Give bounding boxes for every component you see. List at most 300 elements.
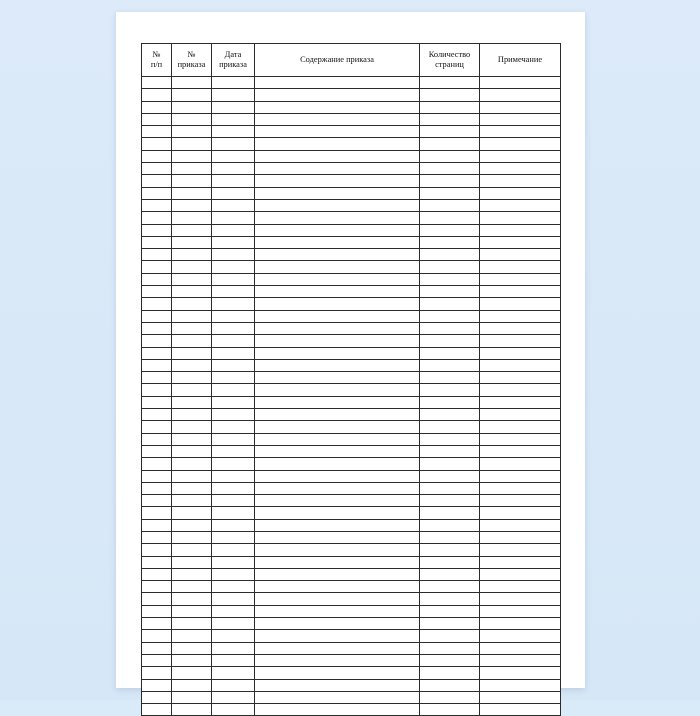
cell-pages[interactable] — [420, 495, 480, 507]
table-row[interactable] — [142, 556, 561, 568]
table-row[interactable] — [142, 433, 561, 445]
cell-order[interactable] — [172, 126, 212, 138]
cell-pages[interactable] — [420, 322, 480, 334]
cell-content[interactable] — [255, 531, 420, 543]
table-row[interactable] — [142, 101, 561, 113]
cell-pages[interactable] — [420, 347, 480, 359]
cell-num[interactable] — [142, 642, 172, 654]
cell-pages[interactable] — [420, 691, 480, 703]
cell-date[interactable] — [212, 101, 255, 113]
cell-content[interactable] — [255, 163, 420, 175]
table-row[interactable] — [142, 445, 561, 457]
cell-content[interactable] — [255, 445, 420, 457]
cell-note[interactable] — [480, 261, 561, 273]
cell-pages[interactable] — [420, 310, 480, 322]
cell-date[interactable] — [212, 113, 255, 125]
cell-date[interactable] — [212, 654, 255, 666]
cell-content[interactable] — [255, 212, 420, 224]
cell-date[interactable] — [212, 236, 255, 248]
cell-date[interactable] — [212, 347, 255, 359]
cell-pages[interactable] — [420, 618, 480, 630]
cell-date[interactable] — [212, 273, 255, 285]
table-row[interactable] — [142, 421, 561, 433]
cell-date[interactable] — [212, 605, 255, 617]
cell-num[interactable] — [142, 704, 172, 716]
cell-pages[interactable] — [420, 126, 480, 138]
cell-content[interactable] — [255, 482, 420, 494]
cell-num[interactable] — [142, 224, 172, 236]
cell-content[interactable] — [255, 286, 420, 298]
cell-order[interactable] — [172, 409, 212, 421]
cell-num[interactable] — [142, 113, 172, 125]
cell-note[interactable] — [480, 310, 561, 322]
cell-content[interactable] — [255, 89, 420, 101]
cell-order[interactable] — [172, 150, 212, 162]
cell-pages[interactable] — [420, 458, 480, 470]
cell-pages[interactable] — [420, 630, 480, 642]
cell-num[interactable] — [142, 138, 172, 150]
table-row[interactable] — [142, 322, 561, 334]
cell-date[interactable] — [212, 175, 255, 187]
cell-content[interactable] — [255, 630, 420, 642]
cell-pages[interactable] — [420, 507, 480, 519]
cell-order[interactable] — [172, 236, 212, 248]
cell-note[interactable] — [480, 618, 561, 630]
cell-num[interactable] — [142, 544, 172, 556]
cell-pages[interactable] — [420, 470, 480, 482]
cell-order[interactable] — [172, 372, 212, 384]
cell-note[interactable] — [480, 630, 561, 642]
cell-content[interactable] — [255, 347, 420, 359]
table-row[interactable] — [142, 667, 561, 679]
cell-content[interactable] — [255, 556, 420, 568]
cell-note[interactable] — [480, 236, 561, 248]
cell-content[interactable] — [255, 322, 420, 334]
cell-date[interactable] — [212, 224, 255, 236]
cell-order[interactable] — [172, 519, 212, 531]
cell-num[interactable] — [142, 310, 172, 322]
cell-num[interactable] — [142, 261, 172, 273]
cell-content[interactable] — [255, 138, 420, 150]
cell-content[interactable] — [255, 396, 420, 408]
table-row[interactable] — [142, 605, 561, 617]
cell-note[interactable] — [480, 298, 561, 310]
cell-order[interactable] — [172, 298, 212, 310]
cell-date[interactable] — [212, 433, 255, 445]
cell-date[interactable] — [212, 445, 255, 457]
table-row[interactable] — [142, 199, 561, 211]
table-row[interactable] — [142, 347, 561, 359]
cell-note[interactable] — [480, 704, 561, 716]
cell-order[interactable] — [172, 679, 212, 691]
cell-note[interactable] — [480, 642, 561, 654]
cell-content[interactable] — [255, 458, 420, 470]
table-row[interactable] — [142, 519, 561, 531]
cell-date[interactable] — [212, 261, 255, 273]
cell-order[interactable] — [172, 618, 212, 630]
cell-num[interactable] — [142, 126, 172, 138]
table-row[interactable] — [142, 384, 561, 396]
cell-order[interactable] — [172, 495, 212, 507]
cell-date[interactable] — [212, 199, 255, 211]
cell-note[interactable] — [480, 605, 561, 617]
cell-pages[interactable] — [420, 679, 480, 691]
cell-pages[interactable] — [420, 187, 480, 199]
cell-content[interactable] — [255, 335, 420, 347]
cell-num[interactable] — [142, 458, 172, 470]
table-row[interactable] — [142, 470, 561, 482]
cell-pages[interactable] — [420, 359, 480, 371]
table-row[interactable] — [142, 150, 561, 162]
cell-order[interactable] — [172, 384, 212, 396]
cell-order[interactable] — [172, 396, 212, 408]
cell-pages[interactable] — [420, 273, 480, 285]
cell-date[interactable] — [212, 556, 255, 568]
cell-date[interactable] — [212, 618, 255, 630]
table-row[interactable] — [142, 249, 561, 261]
table-row[interactable] — [142, 409, 561, 421]
cell-content[interactable] — [255, 421, 420, 433]
cell-content[interactable] — [255, 544, 420, 556]
cell-order[interactable] — [172, 273, 212, 285]
table-row[interactable] — [142, 261, 561, 273]
cell-num[interactable] — [142, 667, 172, 679]
cell-date[interactable] — [212, 630, 255, 642]
cell-note[interactable] — [480, 273, 561, 285]
cell-content[interactable] — [255, 113, 420, 125]
cell-note[interactable] — [480, 199, 561, 211]
cell-date[interactable] — [212, 679, 255, 691]
cell-order[interactable] — [172, 175, 212, 187]
cell-pages[interactable] — [420, 249, 480, 261]
cell-date[interactable] — [212, 286, 255, 298]
cell-order[interactable] — [172, 77, 212, 89]
table-row[interactable] — [142, 618, 561, 630]
cell-pages[interactable] — [420, 384, 480, 396]
cell-pages[interactable] — [420, 445, 480, 457]
cell-date[interactable] — [212, 150, 255, 162]
cell-date[interactable] — [212, 310, 255, 322]
cell-date[interactable] — [212, 77, 255, 89]
cell-note[interactable] — [480, 433, 561, 445]
cell-date[interactable] — [212, 470, 255, 482]
cell-num[interactable] — [142, 286, 172, 298]
cell-content[interactable] — [255, 126, 420, 138]
cell-content[interactable] — [255, 691, 420, 703]
cell-order[interactable] — [172, 113, 212, 125]
cell-date[interactable] — [212, 396, 255, 408]
cell-num[interactable] — [142, 445, 172, 457]
cell-content[interactable] — [255, 618, 420, 630]
cell-content[interactable] — [255, 568, 420, 580]
cell-num[interactable] — [142, 335, 172, 347]
cell-content[interactable] — [255, 642, 420, 654]
table-row[interactable] — [142, 298, 561, 310]
cell-num[interactable] — [142, 679, 172, 691]
cell-num[interactable] — [142, 691, 172, 703]
table-row[interactable] — [142, 77, 561, 89]
table-row[interactable] — [142, 704, 561, 716]
cell-num[interactable] — [142, 605, 172, 617]
cell-pages[interactable] — [420, 654, 480, 666]
cell-order[interactable] — [172, 691, 212, 703]
cell-note[interactable] — [480, 372, 561, 384]
cell-num[interactable] — [142, 495, 172, 507]
cell-note[interactable] — [480, 470, 561, 482]
cell-content[interactable] — [255, 359, 420, 371]
cell-pages[interactable] — [420, 642, 480, 654]
cell-pages[interactable] — [420, 605, 480, 617]
cell-order[interactable] — [172, 544, 212, 556]
table-row[interactable] — [142, 495, 561, 507]
cell-content[interactable] — [255, 470, 420, 482]
cell-num[interactable] — [142, 384, 172, 396]
table-row[interactable] — [142, 568, 561, 580]
cell-num[interactable] — [142, 433, 172, 445]
table-row[interactable] — [142, 286, 561, 298]
cell-num[interactable] — [142, 236, 172, 248]
cell-pages[interactable] — [420, 409, 480, 421]
cell-content[interactable] — [255, 298, 420, 310]
table-row[interactable] — [142, 89, 561, 101]
cell-date[interactable] — [212, 691, 255, 703]
cell-num[interactable] — [142, 199, 172, 211]
table-row[interactable] — [142, 113, 561, 125]
cell-content[interactable] — [255, 249, 420, 261]
cell-content[interactable] — [255, 507, 420, 519]
cell-content[interactable] — [255, 433, 420, 445]
cell-date[interactable] — [212, 421, 255, 433]
cell-date[interactable] — [212, 507, 255, 519]
cell-note[interactable] — [480, 691, 561, 703]
table-row[interactable] — [142, 507, 561, 519]
table-row[interactable] — [142, 679, 561, 691]
cell-pages[interactable] — [420, 421, 480, 433]
table-row[interactable] — [142, 126, 561, 138]
cell-note[interactable] — [480, 384, 561, 396]
table-row[interactable] — [142, 581, 561, 593]
cell-note[interactable] — [480, 507, 561, 519]
cell-date[interactable] — [212, 458, 255, 470]
cell-pages[interactable] — [420, 568, 480, 580]
cell-note[interactable] — [480, 359, 561, 371]
cell-content[interactable] — [255, 519, 420, 531]
cell-note[interactable] — [480, 531, 561, 543]
cell-pages[interactable] — [420, 138, 480, 150]
table-row[interactable] — [142, 531, 561, 543]
cell-pages[interactable] — [420, 372, 480, 384]
cell-order[interactable] — [172, 359, 212, 371]
cell-date[interactable] — [212, 519, 255, 531]
cell-num[interactable] — [142, 630, 172, 642]
cell-order[interactable] — [172, 482, 212, 494]
cell-note[interactable] — [480, 163, 561, 175]
cell-pages[interactable] — [420, 286, 480, 298]
cell-date[interactable] — [212, 704, 255, 716]
cell-order[interactable] — [172, 89, 212, 101]
cell-note[interactable] — [480, 175, 561, 187]
table-row[interactable] — [142, 630, 561, 642]
cell-date[interactable] — [212, 642, 255, 654]
cell-date[interactable] — [212, 298, 255, 310]
cell-date[interactable] — [212, 384, 255, 396]
cell-note[interactable] — [480, 458, 561, 470]
cell-order[interactable] — [172, 470, 212, 482]
table-row[interactable] — [142, 236, 561, 248]
table-row[interactable] — [142, 310, 561, 322]
cell-note[interactable] — [480, 224, 561, 236]
cell-num[interactable] — [142, 175, 172, 187]
cell-content[interactable] — [255, 261, 420, 273]
cell-order[interactable] — [172, 667, 212, 679]
cell-date[interactable] — [212, 593, 255, 605]
cell-num[interactable] — [142, 372, 172, 384]
cell-content[interactable] — [255, 273, 420, 285]
cell-pages[interactable] — [420, 113, 480, 125]
cell-date[interactable] — [212, 212, 255, 224]
cell-order[interactable] — [172, 581, 212, 593]
cell-num[interactable] — [142, 101, 172, 113]
cell-num[interactable] — [142, 273, 172, 285]
cell-note[interactable] — [480, 347, 561, 359]
cell-content[interactable] — [255, 409, 420, 421]
cell-note[interactable] — [480, 101, 561, 113]
cell-num[interactable] — [142, 409, 172, 421]
cell-note[interactable] — [480, 519, 561, 531]
cell-order[interactable] — [172, 347, 212, 359]
cell-order[interactable] — [172, 249, 212, 261]
cell-pages[interactable] — [420, 261, 480, 273]
cell-note[interactable] — [480, 77, 561, 89]
cell-num[interactable] — [142, 482, 172, 494]
cell-pages[interactable] — [420, 163, 480, 175]
cell-note[interactable] — [480, 654, 561, 666]
cell-order[interactable] — [172, 458, 212, 470]
cell-pages[interactable] — [420, 298, 480, 310]
cell-pages[interactable] — [420, 556, 480, 568]
cell-num[interactable] — [142, 163, 172, 175]
cell-order[interactable] — [172, 101, 212, 113]
table-row[interactable] — [142, 482, 561, 494]
cell-note[interactable] — [480, 396, 561, 408]
cell-note[interactable] — [480, 544, 561, 556]
cell-order[interactable] — [172, 421, 212, 433]
cell-pages[interactable] — [420, 199, 480, 211]
cell-content[interactable] — [255, 679, 420, 691]
cell-date[interactable] — [212, 372, 255, 384]
cell-content[interactable] — [255, 101, 420, 113]
cell-order[interactable] — [172, 704, 212, 716]
cell-num[interactable] — [142, 568, 172, 580]
cell-order[interactable] — [172, 335, 212, 347]
table-row[interactable] — [142, 138, 561, 150]
cell-pages[interactable] — [420, 544, 480, 556]
cell-note[interactable] — [480, 482, 561, 494]
cell-order[interactable] — [172, 433, 212, 445]
cell-note[interactable] — [480, 89, 561, 101]
cell-pages[interactable] — [420, 519, 480, 531]
cell-note[interactable] — [480, 409, 561, 421]
cell-content[interactable] — [255, 224, 420, 236]
cell-num[interactable] — [142, 187, 172, 199]
cell-content[interactable] — [255, 199, 420, 211]
cell-order[interactable] — [172, 605, 212, 617]
cell-note[interactable] — [480, 113, 561, 125]
cell-pages[interactable] — [420, 175, 480, 187]
cell-date[interactable] — [212, 544, 255, 556]
cell-pages[interactable] — [420, 581, 480, 593]
cell-pages[interactable] — [420, 433, 480, 445]
cell-pages[interactable] — [420, 531, 480, 543]
cell-order[interactable] — [172, 163, 212, 175]
cell-date[interactable] — [212, 322, 255, 334]
cell-order[interactable] — [172, 187, 212, 199]
table-row[interactable] — [142, 593, 561, 605]
cell-date[interactable] — [212, 568, 255, 580]
cell-content[interactable] — [255, 495, 420, 507]
cell-num[interactable] — [142, 77, 172, 89]
cell-content[interactable] — [255, 605, 420, 617]
cell-pages[interactable] — [420, 396, 480, 408]
cell-num[interactable] — [142, 212, 172, 224]
table-row[interactable] — [142, 396, 561, 408]
cell-order[interactable] — [172, 507, 212, 519]
cell-pages[interactable] — [420, 212, 480, 224]
cell-content[interactable] — [255, 236, 420, 248]
cell-num[interactable] — [142, 470, 172, 482]
cell-num[interactable] — [142, 359, 172, 371]
cell-order[interactable] — [172, 212, 212, 224]
cell-num[interactable] — [142, 298, 172, 310]
cell-num[interactable] — [142, 531, 172, 543]
cell-date[interactable] — [212, 89, 255, 101]
cell-content[interactable] — [255, 667, 420, 679]
cell-num[interactable] — [142, 593, 172, 605]
cell-order[interactable] — [172, 286, 212, 298]
cell-pages[interactable] — [420, 150, 480, 162]
cell-content[interactable] — [255, 581, 420, 593]
cell-content[interactable] — [255, 77, 420, 89]
cell-pages[interactable] — [420, 77, 480, 89]
cell-note[interactable] — [480, 249, 561, 261]
cell-content[interactable] — [255, 593, 420, 605]
cell-date[interactable] — [212, 482, 255, 494]
table-row[interactable] — [142, 372, 561, 384]
cell-pages[interactable] — [420, 704, 480, 716]
cell-note[interactable] — [480, 322, 561, 334]
cell-order[interactable] — [172, 630, 212, 642]
table-row[interactable] — [142, 335, 561, 347]
cell-pages[interactable] — [420, 335, 480, 347]
table-row[interactable] — [142, 691, 561, 703]
cell-note[interactable] — [480, 568, 561, 580]
cell-pages[interactable] — [420, 593, 480, 605]
cell-order[interactable] — [172, 568, 212, 580]
table-row[interactable] — [142, 273, 561, 285]
cell-content[interactable] — [255, 654, 420, 666]
cell-note[interactable] — [480, 187, 561, 199]
cell-order[interactable] — [172, 322, 212, 334]
table-row[interactable] — [142, 544, 561, 556]
cell-content[interactable] — [255, 704, 420, 716]
cell-content[interactable] — [255, 175, 420, 187]
cell-note[interactable] — [480, 445, 561, 457]
table-row[interactable] — [142, 458, 561, 470]
cell-num[interactable] — [142, 249, 172, 261]
cell-order[interactable] — [172, 224, 212, 236]
cell-note[interactable] — [480, 150, 561, 162]
cell-order[interactable] — [172, 593, 212, 605]
